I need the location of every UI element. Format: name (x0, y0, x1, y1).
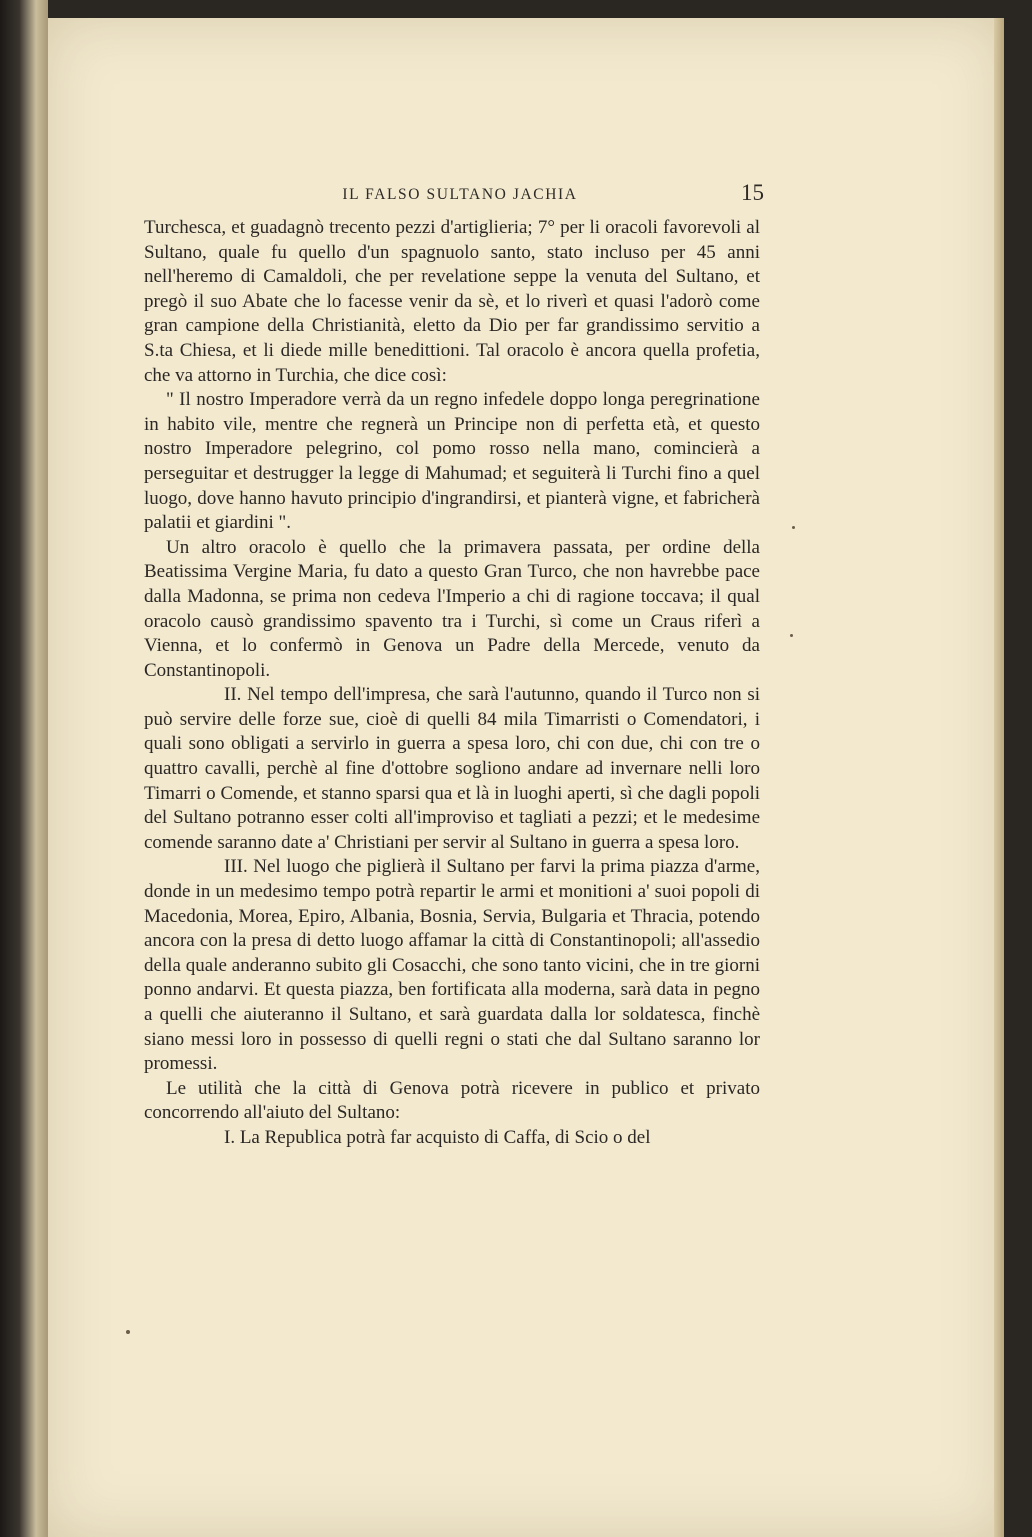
page-number: 15 (741, 180, 764, 205)
paragraph-section-ii: II. Nel tempo dell'impresa, che sarà l'autunno, quando il Turco non si può servire delle forze sue, cioè di quelli 84 mila Timarristi o Comendatori, i quali sono obligati a servirlo in guerra a spesa loro, chi con due, chi con tre o quattro cavalli, perchè al fine d'ottobre sogliono andare ad invernare nelli loro Timarri o Comende, et stanno sparsi qua et là in luoghi aperti, sì che dagli popoli del Sultano potranno esser colti all'improviso et tagliati a pezzi; et le medesime comende saranno date a' Christiani per servir al Sultano in guerra a spesa loro. (144, 684, 760, 853)
paragraph-1: Turchesca, et guadagnò trecento pezzi d'artiglieria; 7° per li oracoli favorevoli al Sultano, quale fu quello d'un spagnuolo santo, stato incluso per 45 anni nell'heremo di Camaldoli, che per revelatione seppe la venuta del Sultano, et pregò il suo Abate che lo facesse venir da sè, et lo riverì et quasi l'adorò come gran campione della Christianità, eletto da Dio per far grandissimo servitio a S.ta Chiesa, et li diede mille benedittioni. Tal oracolo è ancora quella profetia, che va attorno in Turchia, che dice così: (144, 217, 760, 386)
body-text (144, 216, 760, 1151)
previous-page-edge (0, 0, 48, 1537)
ink-spot (792, 526, 795, 529)
book-page (48, 18, 1004, 1537)
ink-spot (126, 1330, 130, 1334)
paragraph-section-iii: III. Nel luogo che piglierà il Sultano per farvi la prima piazza d'arme, donde in un medesimo tempo potrà repartir le armi et monitioni a' suoi popoli di Macedonia, Morea, Epiro, Albania, Bosnia, Servia, Bulgaria et Thracia, potendo ancora con la presa di detto luogo affamar la città di Constantinopoli; all'assedio della quale anderanno subito gli Cosacchi, che sono tanto vicini, che in tre giorni ponno andarvi. Et questa piazza, ben fortificata alla moderna, sarà data in pegno a quelli che aiuteranno il Sultano, et sarà guardata dalla lor soldatesca, finchè siano messi loro in possesso di quelli regni o stati che dal Sultano saranno lor promessi. (144, 856, 760, 1075)
running-head: IL FALSO SULTANO JACHIA (342, 186, 578, 203)
paragraph-utilita: Le utilità che la città di Genova potrà ricevere in publico et privato concorrendo all'aiuto del Sultano: (144, 1077, 760, 1124)
paragraph-3: Un altro oracolo è quello che la primavera passata, per ordine della Beatissima Vergine Maria, fu dato a questo Gran Turco, che non havrebbe pace dalla Madonna, se prima non cedeva l'Imperio a chi di ragione toccava; il qual oracolo causò grandissimo spavento tra i Turchi, sì come un Craus riferì a Vienna, et lo confermò in Genova un Padre della Mercede, venuto da Constantinopoli. (144, 536, 760, 681)
ink-spot (790, 634, 793, 637)
paragraph-prophecy-quote: " Il nostro Imperadore verrà da un regno infedele doppo longa peregrinatione in habito vile, mentre che regnerà un Principe non di perfetta età, et questo nostro Imperadore pelegrino, col pomo rosso nella mano, comincierà a perseguitar et destrugger la legge di Mahumad; et seguiterà li Turchi fino a quel luogo, dove hanno havuto principio d'ingrandirsi, et pianterà vigne, et fabricherà palatii et giardini ". (144, 389, 760, 534)
page-edge (994, 18, 1004, 1537)
page-header (48, 166, 1004, 206)
paragraph-item-i: I. La Republica potrà far acquisto di Caffa, di Scio o del (224, 1126, 651, 1148)
